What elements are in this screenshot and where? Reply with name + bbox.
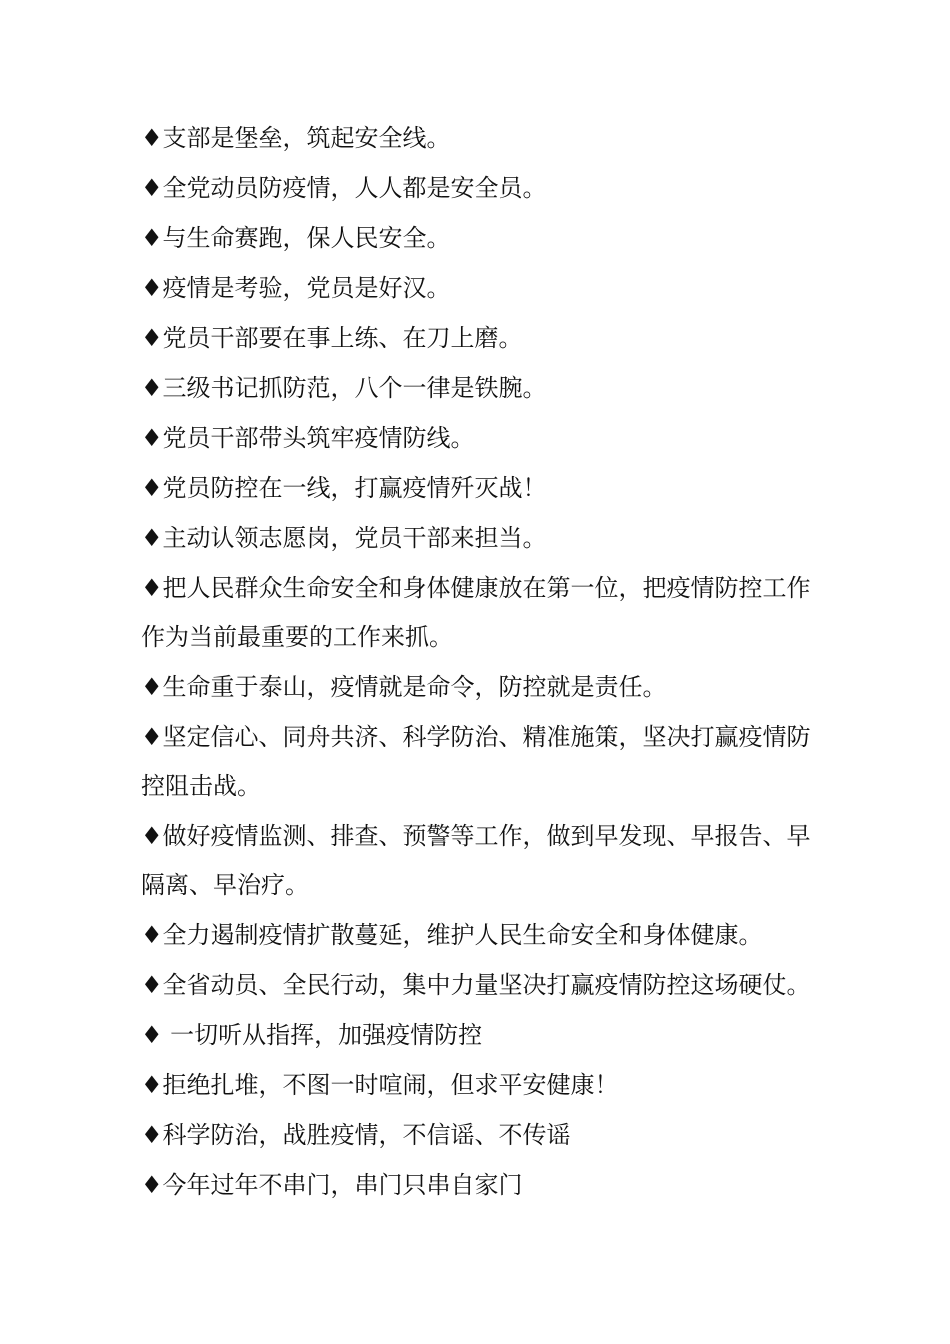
slogan-item: ♦科学防治，战胜疫情，不信谣、不传谣 <box>141 1121 571 1149</box>
slogan-item: ♦把人民群众生命安全和身体健康放在第一位，把疫情防控工作作为当前最重要的工作来抓。 <box>141 574 811 651</box>
slogan-list <box>141 114 821 1211</box>
slogan-item: ♦党员防控在一线，打赢疫情歼灭战！ <box>141 474 547 502</box>
slogan-item: ♦主动认领志愿岗，党员干部来担当。 <box>141 524 547 552</box>
slogan-item: ♦坚定信心、同舟共济、科学防治、精准施策，坚决打赢疫情防控阻击战。 <box>141 723 811 800</box>
slogan-item: ♦疫情是考验，党员是好汉。 <box>141 274 451 302</box>
slogan-item: ♦与生命赛跑，保人民安全。 <box>141 224 451 252</box>
slogan-item: ♦ 一切听从指挥，加强疫情防控 <box>141 1021 483 1049</box>
slogan-item: ♦今年过年不串门，串门只串自家门 <box>141 1171 523 1199</box>
slogan-item: ♦全力遏制疫情扩散蔓延，维护人民生命安全和身体健康。 <box>141 921 763 949</box>
slogan-item: ♦全党动员防疫情，人人都是安全员。 <box>141 174 547 202</box>
slogan-item: ♦拒绝扎堆，不图一时喧闹，但求平安健康！ <box>141 1071 619 1099</box>
slogan-item: ♦党员干部带头筑牢疫情防线。 <box>141 424 475 452</box>
slogan-item: ♦党员干部要在事上练、在刀上磨。 <box>141 324 523 352</box>
slogan-item: ♦三级书记抓防范，八个一律是铁腕。 <box>141 374 547 402</box>
slogan-item: ♦做好疫情监测、排查、预警等工作，做到早发现、早报告、早隔离、早治疗。 <box>141 822 811 899</box>
slogan-item: ♦生命重于泰山，疫情就是命令，防控就是责任。 <box>141 673 667 701</box>
slogan-item: ♦全省动员、全民行动，集中力量坚决打赢疫情防控这场硬仗。 <box>141 971 811 999</box>
slogan-item: ♦支部是堡垒，筑起安全线。 <box>141 124 451 152</box>
